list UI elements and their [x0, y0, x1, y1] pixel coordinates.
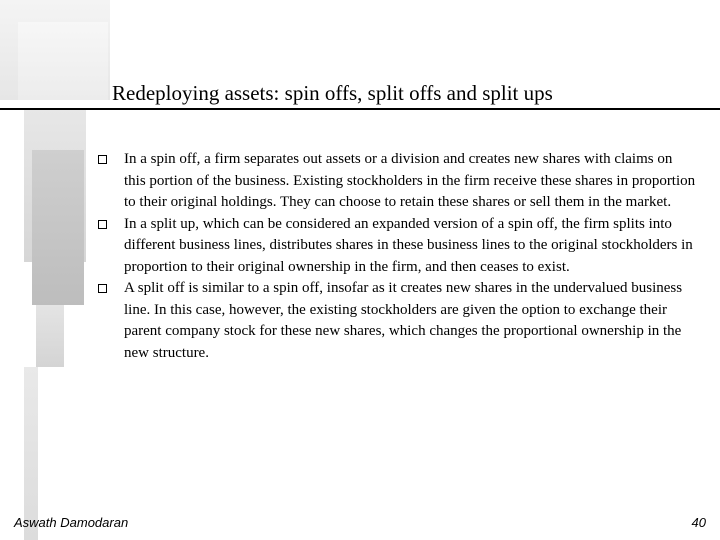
bullet-item: [96, 278, 696, 364]
page-number: 40: [691, 515, 706, 530]
bullet-list: [96, 149, 696, 364]
bullet-text: In a spin off, a firm separates out assets or a division and creates new shares with claims on this portion of the business. Existing stockholders in the firm receive these shares in proportion to their original holdings. They can choose to retain these shares or sell them in the market.: [124, 151, 696, 210]
footer-author: Aswath Damodaran: [14, 515, 129, 530]
decorative-gray-bar: [18, 22, 108, 100]
decorative-gray-bar: [32, 150, 84, 305]
square-bullet-icon: [98, 220, 107, 229]
bullet-item: [96, 214, 696, 279]
decorative-gray-bar: [36, 305, 64, 367]
bullet-item: [96, 149, 696, 214]
slide-title: Redeploying assets: spin offs, split offs and split ups: [112, 81, 553, 105]
bullet-text: A split off is similar to a spin off, insofar as it creates new shares in the undervalued business line. In this case, however, the existing stockholders are given the option to exchange their parent company stock for these new shares, which changes the proportional ownership in the new structure.: [124, 280, 683, 361]
square-bullet-icon: [98, 155, 107, 164]
bullet-text: In a split up, which can be considered an expanded version of a spin off, the firm splits into different business lines, distributes shares in these business lines to the original stockholders in proportion to their original ownership in the firm, and then ceases to exist.: [124, 215, 693, 275]
square-bullet-icon: [98, 284, 107, 293]
title-divider: [0, 108, 720, 110]
